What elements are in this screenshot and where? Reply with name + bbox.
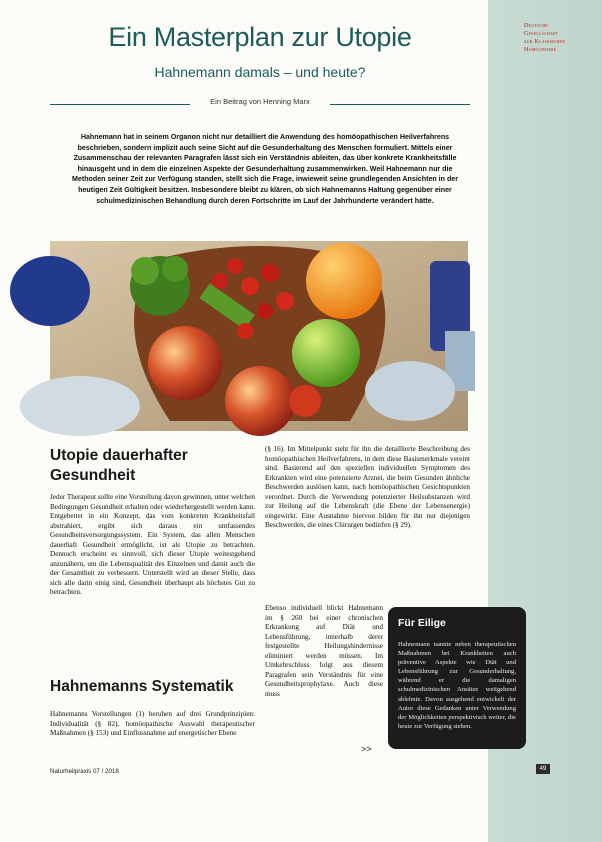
article-subtitle: Hahnemann damals – und heute? bbox=[154, 64, 366, 80]
seal-line: Gesellschaft bbox=[524, 30, 559, 37]
article-byline: Ein Beitrag von Henning Marx bbox=[190, 97, 330, 106]
fruit-vegetable-photo bbox=[50, 241, 468, 431]
seal-line: Homöopathie bbox=[524, 46, 557, 53]
continue-arrow-icon: >> bbox=[361, 744, 372, 754]
seal-line: Deutsche bbox=[524, 22, 549, 29]
byline-rule-right bbox=[328, 104, 470, 105]
page-number: 49 bbox=[536, 764, 550, 774]
section-systematik-text: Hahnemanns Vorstellungen (1) beruhen auf drei Grundprinzipien: Individualität (§ 82), homöopathische Auswahl therapeutischer Maßnahmen (§ 153) und Einflussnahme auf energetischer Ebene bbox=[50, 710, 255, 737]
column-two-text: (§ 16). Im Mittelpunkt steht für ihn die detaillierte Beschreibung des homöopathischen Heilverfahrens, in dem diese Basismerkmale vereint sind. Basierend auf den speziellen individuellen Symptomen des Erkrankten wird eine potenzierte Arznei, die beim Gesunden ähnliche Beschwerden auslösen kann, nach homöopathischen Gesichtspunkten verordnet. Durch die Verwendung potenzierter Heilsubstanzen wird zur Heilung auf die Lebenskraft (die Ebene der Lebensenergie) eingewirkt. Eine Ausnahme hiervon bilden für ihn nur diejenigen Beschwerden, die eines Chirurgen bedürfen (§ 29). bbox=[265, 445, 470, 529]
article-title: Ein Masterplan zur Utopie bbox=[108, 22, 412, 52]
article-lead: Hahnemann hat in seinem Organon nicht nur detailliert die Anwendung des homöopathischen Heilverfahrens beschrieben, sondern implizit auch seine Sicht auf die Gesunderhaltung des Menschen formuliert. Mittels einer Zusammenschau der relevanten Paragrafen lässt sich ein Verständnis ableiten, das über konkrete Krankheitsfälle hinausgeht und in dem die einzelnen Aspekte der Gesunderhaltung zusammenwirken. Weil Hahnemann nur die Methoden seiner Zeit zur Verfügung standen, stellt sich die Frage, inwieweit seine grundlegenden Ansichten in der heutigen Zeit Gültigkeit besitzen. Insbesondere bleibt zu klären, ob sich Hahnemanns Haltung gegenüber einer schulmedizinischen Behandlung durch deren Fortschritte im Lauf der Jahrhunderte verändert hätte. bbox=[71, 133, 459, 205]
byline-rule-left bbox=[50, 104, 192, 105]
column-two-continued-text: Ebenso individuell blickt Hahnemann im § 260 bei einer chronischen Erkrankung auf Diät und Lebensführung, innerhalb derer festgestellte Heilungshindernisse eliminiert werden müssen. Im Umkehrschluss folgt aus diesem Paragrafen sein Verständnis für eine Gesundheitsprophylaxe. Auch diese muss bbox=[265, 604, 383, 698]
journal-footer: Naturheilpraxis 07 / 2018 bbox=[50, 768, 119, 775]
summary-box bbox=[388, 607, 526, 749]
seal-line: zur Klassischen bbox=[524, 38, 566, 45]
summary-box-heading: Für Eilige bbox=[398, 617, 446, 629]
section-heading-systematik: Hahnemanns Systematik bbox=[50, 678, 234, 695]
photo-illustration bbox=[50, 241, 468, 431]
section-heading-utopie: Utopie dauerhafter Gesundheit bbox=[50, 447, 188, 484]
section-utopie-text: Jeder Therapeut sollte eine Vorstellung davon gewinnen, unter welchen Bedingungen Gesundheit erhalten oder wiederhergestellt werden kann. Entgebettet in ein Konzept, das vom konkreten Krankheitsfall abstrahiert, ergibt sich daraus ein umfassendes Gesundheitsversorgungssystem. Ein System, das allen Menschen dauerhaft Gesundheit ermöglicht, ist als Utopie zu betrachten. Dennoch erscheint es sinnvoll, sich dieser Utopie weitestgehend anzunähern, um die Lebensqualität des Einzelnen und damit auch die der Gesamtheit zu verbessern. Unterstellt wird an dieser Stelle, dass sich alle darin einig sind, Gesundheit überhaupt als höchstes Gut zu betrachten. bbox=[50, 493, 255, 596]
society-seal bbox=[524, 22, 586, 54]
summary-box-text: Hahnemann nannte neben therapeutischen Maßnahmen bei Krankheiten auch präventive Aspekte wie Diät und Lebensführung zur Gesunderhaltung, während er die damaligen schulmedizinischen Ansätze weitgehend ablehnte. Davon ausgehend entwickelt der Autor diese Gedanken unter Verwendung der Möglichkeiten perspektivisch weiter, die heute zur Verfügung stehen. bbox=[398, 641, 516, 730]
